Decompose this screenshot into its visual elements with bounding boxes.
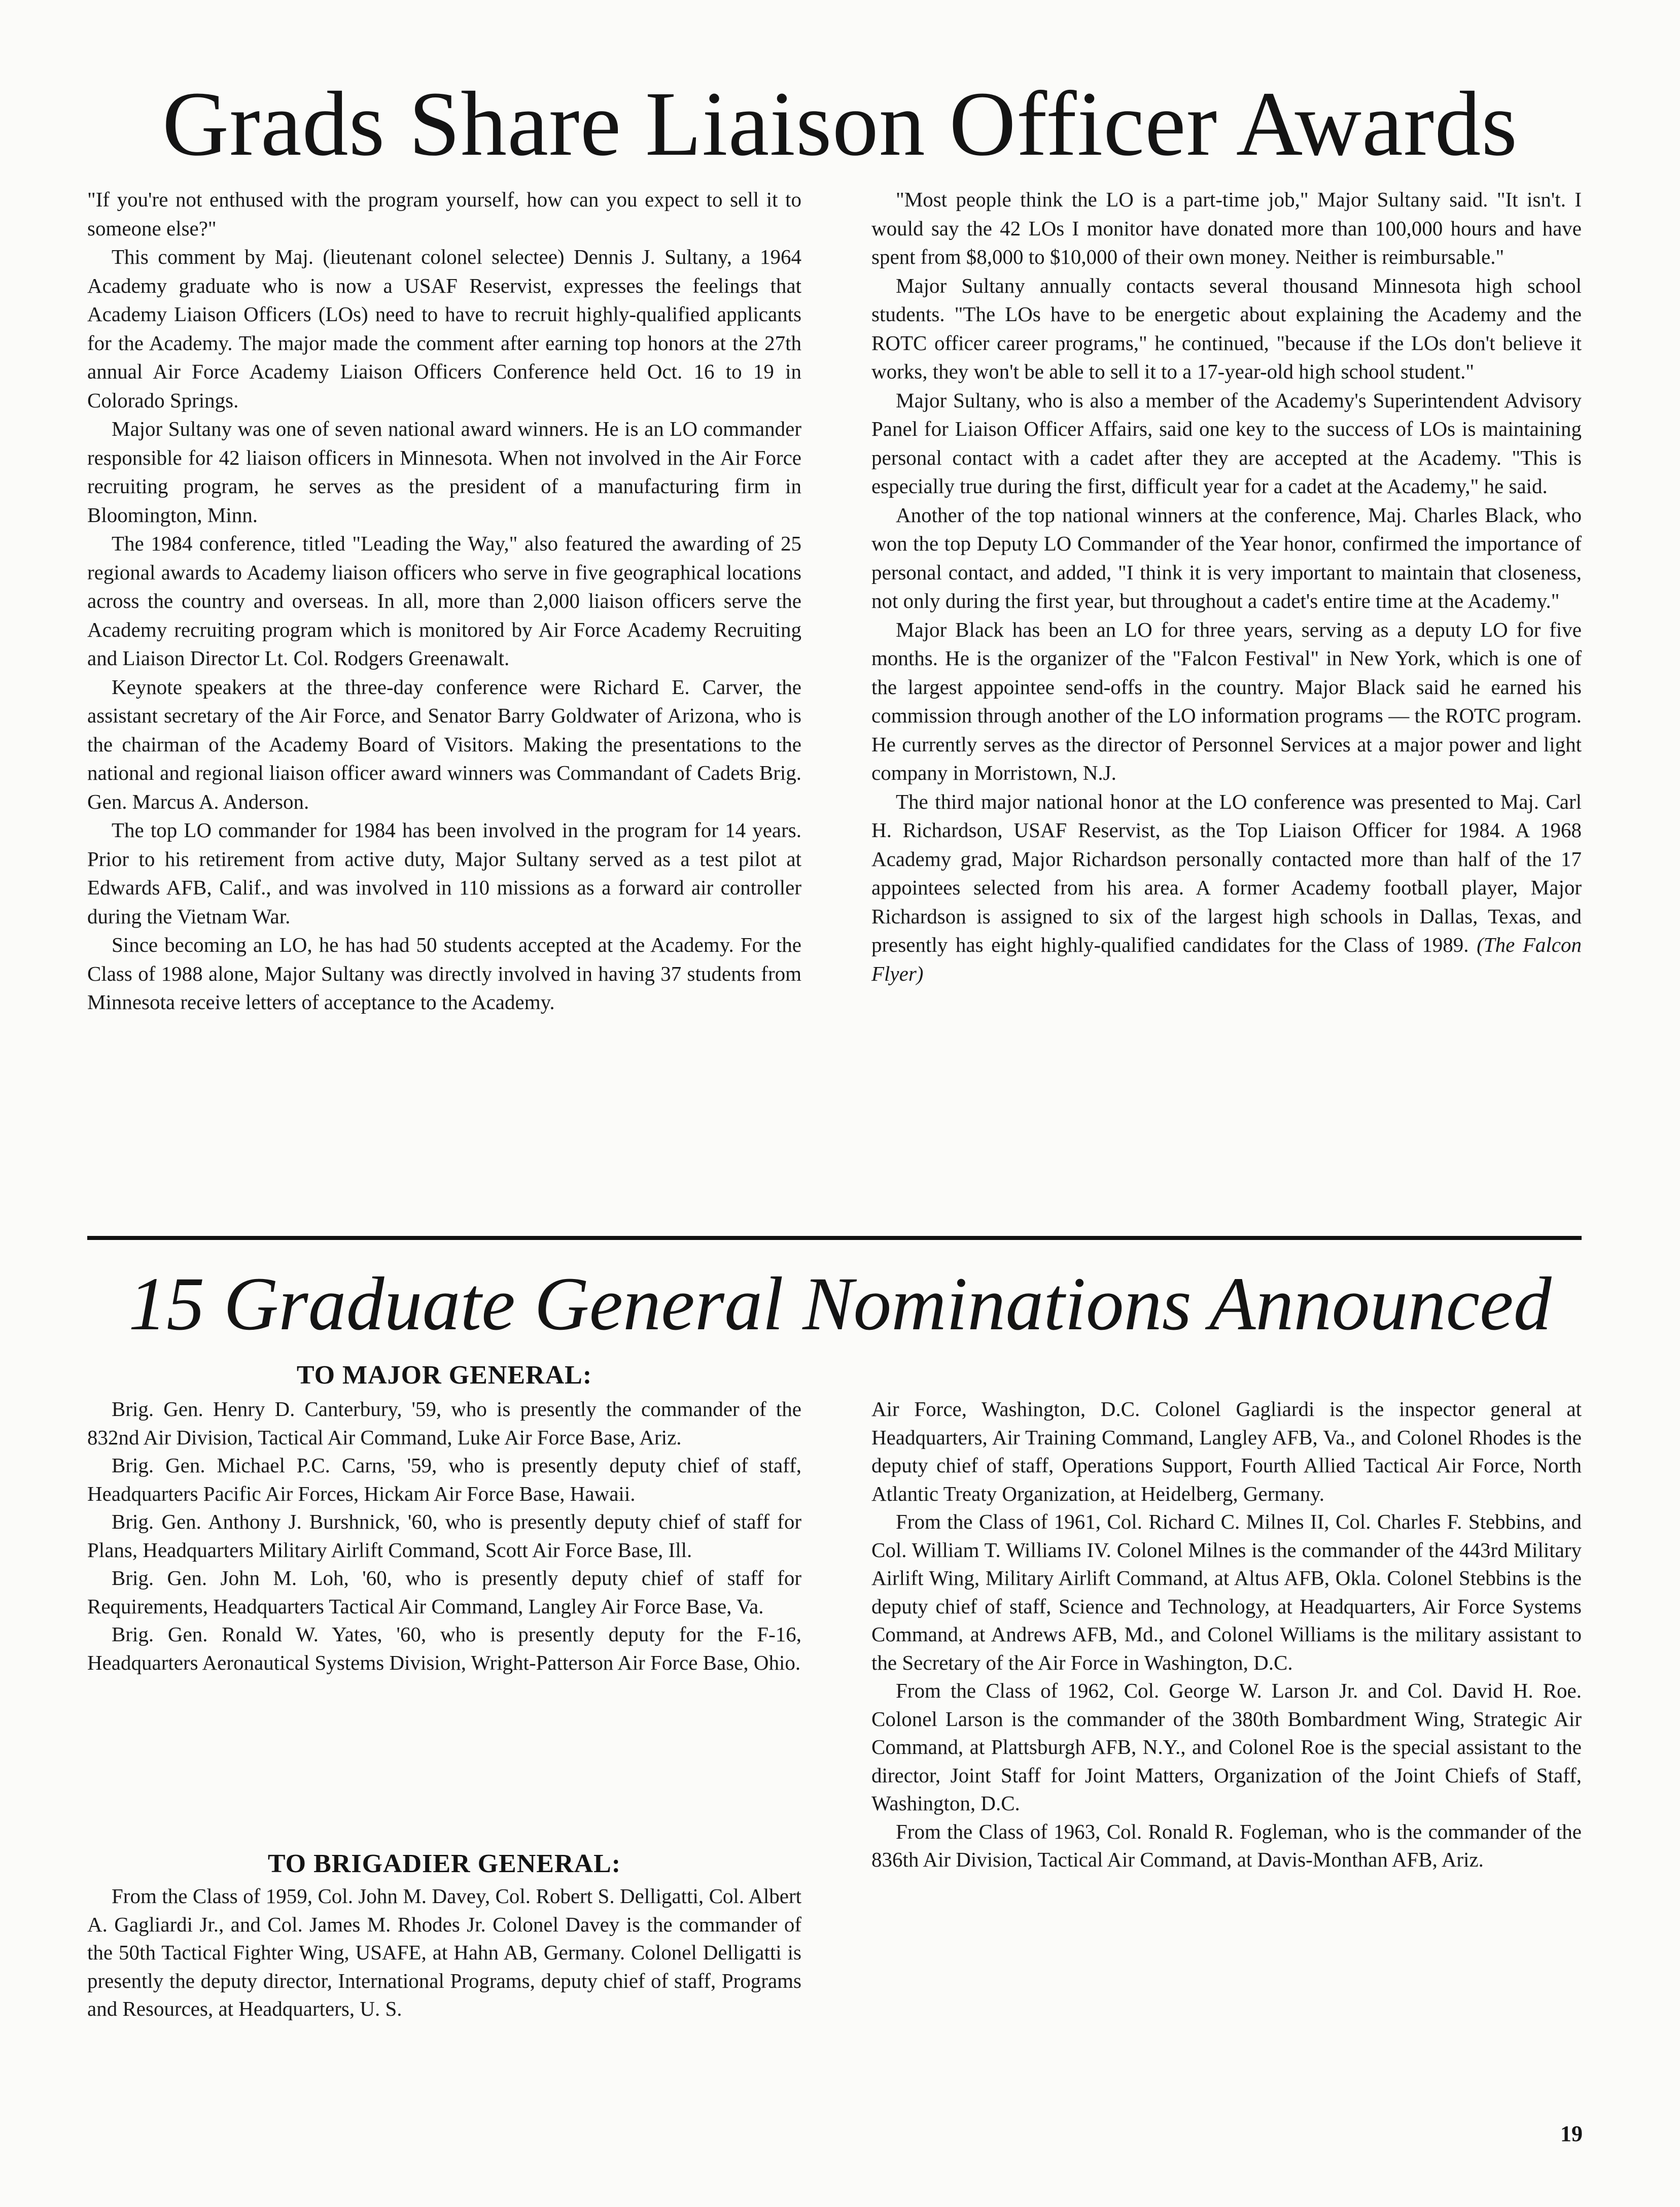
paragraph: Since becoming an LO, he has had 50 students accepted at the Academy. For the Class of 1988 alone, Major Sultany was directly involved in having 37 students from Minnesota receive letters of acceptance to the Academy. (87, 933, 801, 1014)
major-general-list (87, 1395, 801, 1677)
nomination-paragraph: From the Class of 1962, Col. George W. Larson Jr. and Col. David H. Roe. Colonel Larson is the commander of the 380th Bombardment Wing, Strategic Air Command, at Plattsburgh AFB, N.Y., and Colonel Roe is the special assistant to the director, Joint Staff for Joint Matters, Organization of the Joint Chiefs of Staff, Washington, D.C. (871, 1679, 1582, 1815)
brigadier-general-heading: TO BRIGADIER GENERAL: (267, 1849, 621, 1878)
nomination-paragraph: Brig. Gen. Anthony J. Burshnick, '60, who is presently deputy chief of staff for Plans, Headquarters Military Airlift Command, Scott Air Force Base, Ill. (87, 1510, 801, 1562)
paragraph: This comment by Maj. (lieutenant colonel selectee) Dennis J. Sultany, a 1964 Academy graduate who is now a USAF Reservist, expresses the feelings that Academy Liaison Officers (LOs) need to have to recruit highly-qualified applicants for the Academy. The major made the comment after earning top honors at the 27th annual Air Force Academy Liaison Officers Conference held Oct. 16 to 19 in Colorado Springs. (87, 245, 801, 412)
nomination-paragraph: From the Class of 1961, Col. Richard C. Milnes II, Col. Charles F. Stebbins, and Col. William T. Williams IV. Colonel Milnes is the commander of the 443rd Military Airlift Wing, Military Airlift Command, at Altus AFB, Okla. Colonel Stebbins is the deputy chief of staff, Science and Technology, at Headquarters, Air Force Systems Command, at Andrews AFB, Md., and Colonel Williams is the military assistant to the Secretary of the Air Force in Washington, D.C. (871, 1510, 1582, 1674)
paragraph: Another of the top national winners at the conference, Maj. Charles Black, who won the top Deputy LO Commander of the Year honor, confirmed the importance of personal contact, and added, "I think it is very important to maintain that closeness, not only during the first year, but throughout a cadet's entire time at the Academy." (871, 503, 1582, 612)
article2-right-column (871, 1395, 1582, 1874)
paragraph-text: The third major national honor at the LO conference was presented to Maj. Carl H. Richardson, USAF Reservist, as the Top Liaison Officer for 1984. A 1968 Academy grad, Major Richardson personally contacted more than half of the 17 appointees selected from his area. A former Academy football player, Major Richardson is assigned to six of the largest high schools in Dallas, Texas, and presently has eight highly-qualified candidates for the Class of 1989. (871, 789, 1582, 956)
page-number: 19 (1560, 2121, 1583, 2146)
brigadier-general-list (87, 1882, 801, 2023)
source-credit: (The Falcon Flyer) (871, 933, 1582, 985)
nomination-paragraph: Air Force, Washington, D.C. Colonel Gagliardi is the inspector general at Headquarters, Air Training Command, Langley AFB, Va., and Colonel Rhodes is the deputy chief of staff, Operations Support, Fourth Allied Tactical Air Force, North Atlantic Treaty Organization, at Heidelberg, Germany. (871, 1397, 1582, 1505)
paragraph: Major Sultany was one of seven national award winners. He is an LO commander responsible for 42 liaison officers in Minnesota. When not involved in the Air Force recruiting program, he serves as the president of a manufacturing firm in Bloomington, Minn. (87, 417, 801, 527)
paragraph: The top LO commander for 1984 has been involved in the program for 14 years. Prior to his retirement from active duty, Major Sultany served as a test pilot at Edwards AFB, Calif., and was involved in 110 missions as a forward air controller during the Vietnam War. (87, 818, 801, 928)
paragraph: "Most people think the LO is a part-time job," Major Sultany said. "It isn't. I would say the 42 LOs I monitor have donated more than 100,000 hours and have spent from $8,000 to $10,000 of their own money. Neither is reimbursable." (871, 188, 1582, 268)
nomination-paragraph: From the Class of 1959, Col. John M. Davey, Col. Robert S. Delligatti, Col. Albert A. Gagliardi Jr., and Col. James M. Rhodes Jr. Colonel Davey is the commander of the 50th Tactical Fighter Wing, USAFE, at Hahn AB, Germany. Colonel Delligatti is presently the deputy director, International Programs, deputy chief of staff, Programs and Resources, at Headquarters, U. S. (87, 1884, 801, 2020)
article-right-column (871, 185, 1582, 988)
paragraph: Major Sultany annually contacts several thousand Minnesota high school students. "The LOs have to be energetic about explaining the Academy and the ROTC officer career programs," he continued, "because if the LOs don't believe it works, they won't be able to sell it to a 17-year-old high school student." (871, 273, 1582, 383)
section-divider (87, 1236, 1582, 1240)
paragraph: Keynote speakers at the three-day conference were Richard E. Carver, the assistant secretary of the Air Force, and Senator Barry Goldwater of Arizona, who is the chairman of the Academy Board of Visitors. Making the presentations to the national and regional liaison officer award winners was Commandant of Cadets Brig. Gen. Marcus A. Anderson. (87, 675, 801, 813)
paragraph: "If you're not enthused with the program yourself, how can you expect to sell it to someone else?" (87, 188, 801, 240)
paragraph: Major Black has been an LO for three years, serving as a deputy LO for five months. He is the organizer of the "Falcon Festival" in New York, which is one of the largest appointee send-offs in the country. Major Black said he earned his commission through another of the LO information programs — the ROTC program. He currently serves as the director of Personnel Services at a major power and light company in Morristown, N.J. (871, 617, 1582, 784)
nomination-paragraph: Brig. Gen. John M. Loh, '60, who is presently deputy chief of staff for Requirements, Headquarters Tactical Air Command, Langley Air Force Base, Va. (87, 1566, 801, 1618)
article-headline: Grads Share Liaison Officer Awards (162, 73, 1518, 175)
paragraph: The 1984 conference, titled "Leading the Way," also featured the awarding of 25 regional awards to Academy liaison officers who serve in five geographical locations across the country and overseas. In all, more than 2,000 liaison officers serve the Academy recruiting program which is monitored by Air Force Academy Recruiting and Liaison Director Lt. Col. Rodgers Greenawalt. (87, 532, 801, 670)
article-headline-2: 15 Graduate General Nominations Announced (128, 1262, 1552, 1346)
nomination-paragraph: Brig. Gen. Michael P.C. Carns, '59, who is presently deputy chief of staff, Headquarters Pacific Air Forces, Hickam Air Force Base, Hawaii. (87, 1454, 801, 1505)
major-general-heading: TO MAJOR GENERAL: (296, 1361, 592, 1390)
nomination-paragraph: Brig. Gen. Ronald W. Yates, '60, who is presently deputy for the F-16, Headquarters Aeronautical Systems Division, Wright-Patterson Air Force Base, Ohio. (87, 1623, 801, 1674)
nomination-paragraph: From the Class of 1963, Col. Ronald R. Fogleman, who is the commander of the 836th Air Division, Tactical Air Command, at Davis-Monthan AFB, Ariz. (871, 1819, 1582, 1871)
paragraph-last (871, 787, 1582, 988)
paragraph: Major Sultany, who is also a member of the Academy's Superintendent Advisory Panel for Liaison Officer Affairs, said one key to the success of LOs is maintaining personal contact with a cadet after they are accepted at the Academy. "This is especially true during the first, difficult year for a cadet at the Academy," he said. (871, 388, 1582, 498)
article-left-column (87, 185, 801, 1017)
nomination-paragraph: Brig. Gen. Henry D. Canterbury, '59, who is presently the commander of the 832nd Air Division, Tactical Air Command, Luke Air Force Base, Ariz. (87, 1397, 801, 1449)
